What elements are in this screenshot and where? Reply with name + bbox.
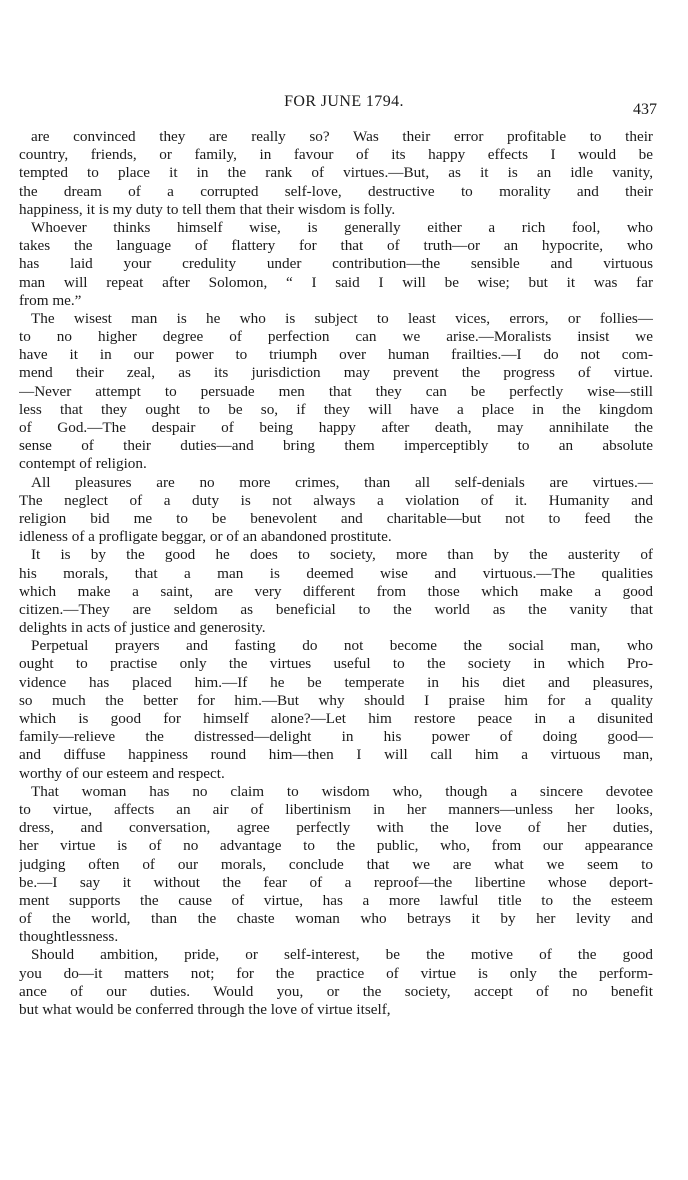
text-line: to virtue, affects an air of libertinism in her manners—unless her looks, xyxy=(19,800,653,818)
text-line: ought to practise only the virtues useful to the society in which Pro- xyxy=(19,655,653,673)
text-line: ance of our duties. Would you, or the society, accept of no benefit xyxy=(19,982,653,1000)
text-line: That woman has no claim to wisdom who, though a sincere devotee xyxy=(31,782,653,800)
paragraph xyxy=(19,219,653,310)
text-line: the dream of a corrupted self-love, destructive to morality and their xyxy=(19,182,653,200)
text-line: country, friends, or family, in favour of its happy effects I would be xyxy=(19,146,653,164)
text-line: and diffuse happiness round him—then I will call him a virtuous man, xyxy=(19,746,653,764)
text-line: dress, and conversation, agree perfectly with the love of her duties, xyxy=(19,819,653,837)
article-body xyxy=(19,128,653,1019)
text-line: of the world, than the chaste woman who betrays it by her levity and xyxy=(19,910,653,928)
paragraph xyxy=(19,783,653,947)
text-line: worthy of our esteem and respect. xyxy=(19,764,225,782)
paragraph xyxy=(19,128,653,219)
text-line: of God.—The despair of being happy after death, may annihilate the xyxy=(19,419,653,436)
text-line: less that they ought to be so, if they will have a place in the kingdom xyxy=(19,400,653,418)
text-line: ment supports the cause of virtue, has a more lawful title to the esteem xyxy=(19,891,653,909)
text-line: Whoever thinks himself wise, is generally either a rich fool, who xyxy=(31,218,653,236)
text-line: which is good for himself alone?—Let him restore peace in a disunited xyxy=(19,710,653,727)
text-line: from me.” xyxy=(19,291,82,309)
text-line: —Never attempt to persuade men that they can be perfectly wise—still xyxy=(19,382,653,400)
text-line: It is by the good he does to society, more than by the austerity of xyxy=(31,546,653,564)
text-line: The wisest man is he who is subject to least vices, errors, or follies— xyxy=(31,309,653,327)
text-line: citizen.—They are seldom as beneficial to the world as the vanity that xyxy=(19,600,653,618)
paragraph xyxy=(19,474,653,547)
text-line: tempted to place it in the rank of virtues.—But, as it is an idle vanity, xyxy=(19,164,653,182)
text-line: judging often of our morals, conclude that we are what we seem to xyxy=(19,855,653,873)
text-line: All pleasures are no more crimes, than all self-denials are virtues.— xyxy=(31,473,653,491)
running-head: FOR JUNE 1794. xyxy=(284,93,404,110)
text-line: but what would be conferred through the love of virtue itself, xyxy=(19,1001,391,1018)
text-line: which make a saint, are very different from those which make a good xyxy=(19,582,653,600)
text-line: to no higher degree of perfection can we arise.—Moralists insist we xyxy=(19,328,653,346)
text-line: man will repeat after Solomon, “ I said I will be wise; but it was far xyxy=(19,273,653,291)
text-line: family—relieve the distressed—delight in his power of doing good— xyxy=(19,728,653,746)
text-line: religion bid me to be benevolent and charitable—but not to feed the xyxy=(19,509,653,527)
text-line: Should ambition, pride, or self-interest, be the motive of the good xyxy=(31,946,653,964)
text-line: delights in acts of justice and generosity. xyxy=(19,619,266,637)
text-line: so much the better for him.—But why should I praise him for a quality xyxy=(19,691,653,709)
text-line: contempt of religion. xyxy=(19,455,147,473)
text-line: are convinced they are really so? Was their error profitable to their xyxy=(31,128,653,145)
text-line: has laid your credulity under contribution—the sensible and virtuous xyxy=(19,255,653,273)
text-line: have it in our power to triumph over human frailties.—I do not com- xyxy=(19,346,653,364)
text-line: his morals, that a man is deemed wise and virtuous.—The qualities xyxy=(19,564,653,582)
paragraph xyxy=(19,637,653,783)
text-line: The neglect of a duty is not always a violation of it. Humanity and xyxy=(19,491,653,509)
text-line: her virtue is of no advantage to the public, who, from our appearance xyxy=(19,837,653,855)
text-line: happiness, it is my duty to tell them that their wisdom is folly. xyxy=(19,200,396,218)
text-line: thoughtlessness. xyxy=(19,928,119,946)
page-number: 437 xyxy=(633,101,657,118)
text-line: vidence has placed him.—If he be temperate in his diet and pleasures, xyxy=(19,673,653,691)
paragraph xyxy=(19,310,653,474)
text-line: be.—I say it without the fear of a reproof—the libertine whose deport- xyxy=(19,873,653,891)
paragraph xyxy=(19,546,653,637)
text-line: idleness of a profligate beggar, or of an abandoned prostitute. xyxy=(19,528,392,546)
text-line: you do—it matters not; for the practice of virtue is only the perform- xyxy=(19,964,653,982)
paragraph xyxy=(19,946,653,1019)
text-line: takes the language of flattery for that of truth—or an hypocrite, who xyxy=(19,237,653,255)
text-line: Perpetual prayers and fasting do not become the social man, who xyxy=(31,637,653,655)
text-line: mend their zeal, as its jurisdiction may prevent the progress of virtue. xyxy=(19,364,653,382)
text-line: sense of their duties—and bring them imperceptibly to an absolute xyxy=(19,437,653,455)
page-header xyxy=(0,0,688,122)
